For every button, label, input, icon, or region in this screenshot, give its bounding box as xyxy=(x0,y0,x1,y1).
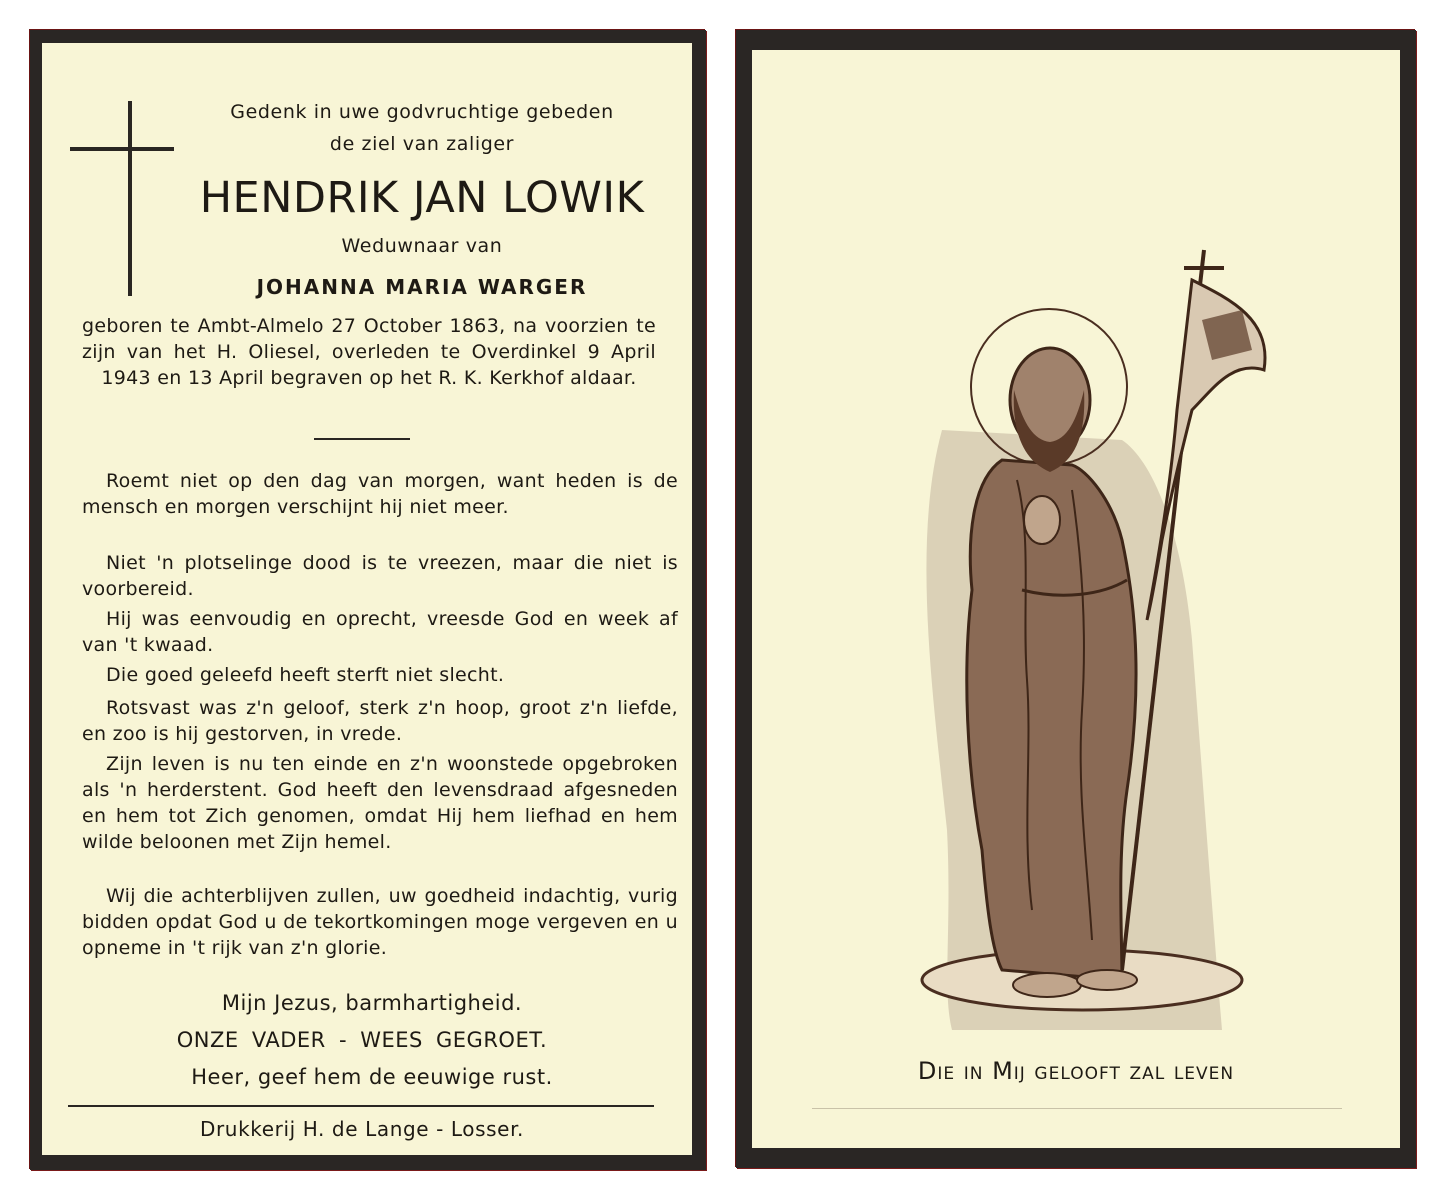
memorial-card-image-side xyxy=(736,30,1416,1168)
card-paper xyxy=(752,50,1400,1148)
paragraph: Roemt niet op den dag van morgen, want heden is de mensch en morgen verschijnt hij niet meer. xyxy=(82,470,678,518)
paragraph: Hij was eenvoudig en oprecht, vreesde God en week af van 't kwaad. xyxy=(82,608,678,656)
paragraph: Wij die achterblijven zullen, uw goedheid indachtig, vurig bidden opdat God u de tekortkomingen moge vergeven en u opneme in 't rijk van z'n glorie. xyxy=(82,885,678,959)
card-caption: Die in Mij gelooft zal leven xyxy=(917,1057,1235,1085)
saint-with-banner-illustration xyxy=(872,210,1332,1050)
paragraph: Rotsvast was z'n geloof, sterk z'n hoop, groot z'n liefde, en zoo is hij gestorven, in vrede. xyxy=(82,697,678,745)
widower-of: Weduwnaar van xyxy=(341,235,503,257)
printer-credit: Drukkerij H. de Lange - Losser. xyxy=(199,1117,525,1141)
memorial-card-text-side xyxy=(30,30,706,1170)
card-paper xyxy=(42,43,692,1155)
intro-line-1: Gedenk in uwe godvruchtige gebeden xyxy=(230,101,614,123)
paragraph: Niet 'n plotselinge dood is te vreezen, maar die niet is voorbereid. xyxy=(82,552,678,600)
cross-icon xyxy=(128,101,132,296)
deceased-name: HENDRIK JAN LOWIK xyxy=(199,173,645,223)
prayer-line-1: Mijn Jezus, barmhartigheid. xyxy=(221,991,523,1015)
separator-rule xyxy=(314,438,410,440)
biography: geboren te Ambt-Almelo 27 October 1863, na voorzien te zijn van het H. Oliesel, overleden te Overdinkel 9 April 1943 en 13 April begraven op het R. K. Kerkhof aldaar. xyxy=(82,315,656,389)
prayer-line-2: ONZE VADER - WEES GEGROET. xyxy=(176,1028,548,1052)
paragraph: Die goed geleefd heeft sterft niet slecht. xyxy=(106,664,505,686)
cross-icon-bar xyxy=(70,147,174,151)
footer-rule xyxy=(68,1105,654,1107)
spouse-name: JOHANNA MARIA WARGER xyxy=(256,275,588,299)
paragraph: Zijn leven is nu ten einde en z'n woonstede opgebroken als 'n herderstent. God heeft den levensdraad afgesneden en hem tot Zich genomen, omdat Hij hem liefhad en hem wilde beloonen met Zijn hemel. xyxy=(82,753,678,853)
prayer-line-3: Heer, geef hem de eeuwige rust. xyxy=(191,1065,553,1089)
intro-line-2: de ziel van zaliger xyxy=(329,133,515,155)
footer-rule xyxy=(812,1108,1342,1109)
